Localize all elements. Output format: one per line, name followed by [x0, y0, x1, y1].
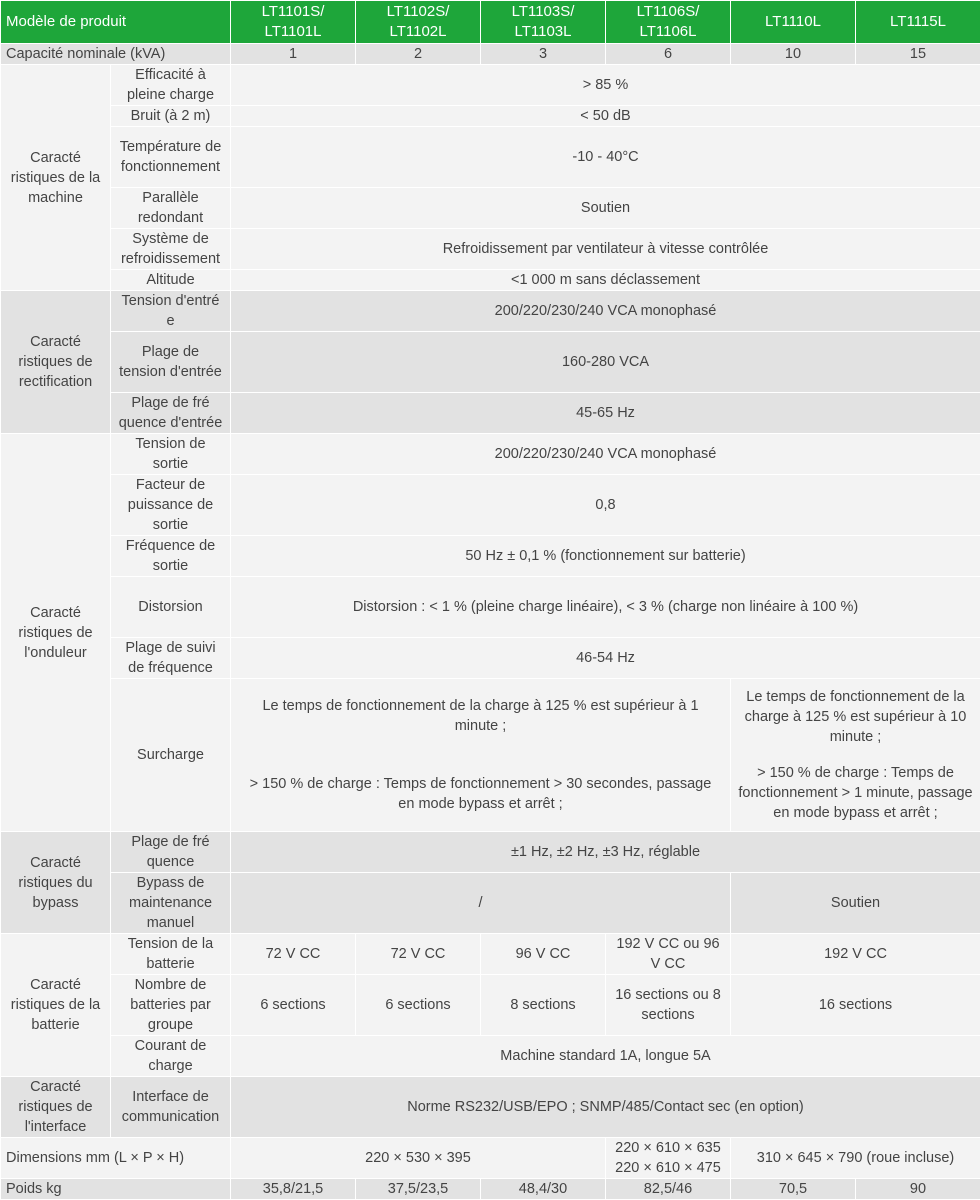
table-row	[1, 291, 980, 332]
spec-value: 6 sections	[231, 975, 356, 1036]
overload-text: Le temps de fonctionnement de la charge à 125 % est supérieur à 10 minute ;	[744, 689, 967, 745]
spec-value: 96 V CC	[481, 934, 606, 975]
spec-value: 6 sections	[356, 975, 481, 1036]
capacity-value: 6	[606, 44, 731, 65]
table-row	[1, 873, 980, 934]
spec-value: Distorsion : < 1 % (pleine charge linéaire), < 3 % (charge non linéaire à 100 %)	[231, 577, 980, 638]
spec-value: /	[231, 873, 731, 934]
spec-label: Système de refroidissement	[111, 229, 231, 270]
spec-value: <1 000 m sans déclassement	[231, 270, 980, 291]
spec-label: Tension de la batterie	[111, 934, 231, 975]
model-label: Modèle de produit	[1, 1, 231, 44]
spec-value: 72 V CC	[356, 934, 481, 975]
spec-label: Distorsion	[111, 577, 231, 638]
table-row	[1, 188, 980, 229]
overload-text: Le temps de fonctionnement de la charge à 125 % est supérieur à 1 minute ;	[262, 698, 699, 734]
table-row	[1, 229, 980, 270]
table-row	[1, 975, 980, 1036]
dimensions-row	[1, 1138, 980, 1179]
spec-value: Soutien	[231, 188, 980, 229]
table-row	[1, 1077, 980, 1138]
spec-value: 160-280 VCA	[231, 332, 980, 393]
spec-value: 192 V CC	[731, 934, 980, 975]
model-name: LT1106S/ LT1106L	[606, 1, 731, 44]
spec-value: 45-65 Hz	[231, 393, 980, 434]
spec-label: Parallèle redondant	[111, 188, 231, 229]
table-row	[1, 679, 980, 832]
spec-label: Surcharge	[111, 679, 231, 832]
overload-large-models	[731, 679, 980, 832]
spec-value: 200/220/230/240 VCA monophasé	[231, 291, 980, 332]
spec-value: < 50 dB	[231, 106, 980, 127]
spec-value: Machine standard 1A, longue 5A	[231, 1036, 980, 1077]
table-row	[1, 832, 980, 873]
spec-label: Facteur de puissance de sortie	[111, 475, 231, 536]
capacity-value: 1	[231, 44, 356, 65]
weight-value: 37,5/23,5	[356, 1179, 481, 1200]
spec-label: Altitude	[111, 270, 231, 291]
spec-label: Plage de fré quence	[111, 832, 231, 873]
overload-text: > 150 % de charge : Temps de fonctionnement > 30 secondes, passage en mode bypass et arrêt ;	[249, 776, 712, 812]
capacity-row	[1, 44, 980, 65]
spec-label: Plage de fré quence d'entrée	[111, 393, 231, 434]
spec-label: Nombre de batteries par groupe	[111, 975, 231, 1036]
table-row	[1, 106, 980, 127]
spec-value: ±1 Hz, ±2 Hz, ±3 Hz, réglable	[231, 832, 980, 873]
spec-value: 16 sections ou 8 sections	[606, 975, 731, 1036]
header-row	[1, 1, 980, 44]
spec-label: Bypass de maintenance manuel	[111, 873, 231, 934]
table-row	[1, 934, 980, 975]
overload-small-models	[231, 679, 731, 832]
model-name: LT1103S/ LT1103L	[481, 1, 606, 44]
table-row	[1, 393, 980, 434]
table-row	[1, 434, 980, 475]
spec-value: 16 sections	[731, 975, 980, 1036]
spec-value: 200/220/230/240 VCA monophasé	[231, 434, 980, 475]
section-label-machine: Caracté ristiques de la machine	[1, 65, 111, 291]
table-row	[1, 536, 980, 577]
section-label-battery: Caracté ristiques de la batterie	[1, 934, 111, 1077]
weight-row	[1, 1179, 980, 1200]
spec-value: 8 sections	[481, 975, 606, 1036]
weight-value: 35,8/21,5	[231, 1179, 356, 1200]
section-label-interface: Caracté ristiques de l'interface	[1, 1077, 111, 1138]
spec-value: 50 Hz ± 0,1 % (fonctionnement sur batterie)	[231, 536, 980, 577]
spec-label: Efficacité à pleine charge	[111, 65, 231, 106]
dimensions-value: 310 × 645 × 790 (roue incluse)	[731, 1138, 980, 1179]
capacity-label: Capacité nominale (kVA)	[1, 44, 231, 65]
spec-value: 192 V CC ou 96 V CC	[606, 934, 731, 975]
spec-label: Bruit (à 2 m)	[111, 106, 231, 127]
spec-value: -10 - 40°C	[231, 127, 980, 188]
weight-label: Poids kg	[1, 1179, 231, 1200]
weight-value: 48,4/30	[481, 1179, 606, 1200]
spec-label: Tension d'entré e	[111, 291, 231, 332]
spec-label: Plage de suivi de fréquence	[111, 638, 231, 679]
model-name: LT1110L	[731, 1, 856, 44]
overload-text: > 150 % de charge : Temps de fonctionnement > 1 minute, passage en mode bypass et arrêt ;	[738, 765, 973, 821]
spec-label: Courant de charge	[111, 1036, 231, 1077]
spec-value: > 85 %	[231, 65, 980, 106]
table-row	[1, 127, 980, 188]
section-label-rectification: Caracté ristiques de rectification	[1, 291, 111, 434]
table-row	[1, 577, 980, 638]
spec-label: Température de fonctionnement	[111, 127, 231, 188]
capacity-value: 10	[731, 44, 856, 65]
spec-value: Soutien	[731, 873, 980, 934]
spec-value: 0,8	[231, 475, 980, 536]
spec-value: Refroidissement par ventilateur à vitesse contrôlée	[231, 229, 980, 270]
weight-value: 90	[856, 1179, 980, 1200]
model-name: LT1102S/ LT1102L	[356, 1, 481, 44]
spec-label: Plage de tension d'entrée	[111, 332, 231, 393]
table-row	[1, 1036, 980, 1077]
table-row	[1, 475, 980, 536]
spec-value: 72 V CC	[231, 934, 356, 975]
weight-value: 82,5/46	[606, 1179, 731, 1200]
spec-label: Interface de communication	[111, 1077, 231, 1138]
capacity-value: 2	[356, 44, 481, 65]
spec-label: Tension de sortie	[111, 434, 231, 475]
spec-value: Norme RS232/USB/EPO ; SNMP/485/Contact sec (en option)	[231, 1077, 980, 1138]
model-name: LT1101S/ LT1101L	[231, 1, 356, 44]
section-label-inverter: Caracté ristiques de l'onduleur	[1, 434, 111, 832]
model-name: LT1115L	[856, 1, 980, 44]
weight-value: 70,5	[731, 1179, 856, 1200]
section-label-bypass: Caracté ristiques du bypass	[1, 832, 111, 934]
capacity-value: 3	[481, 44, 606, 65]
capacity-value: 15	[856, 44, 980, 65]
spec-label: Fréquence de sortie	[111, 536, 231, 577]
table-row	[1, 65, 980, 106]
dimensions-value: 220 × 530 × 395	[231, 1138, 606, 1179]
dimensions-label: Dimensions mm (L × P × H)	[1, 1138, 231, 1179]
table-row	[1, 270, 980, 291]
table-row	[1, 332, 980, 393]
spec-value: 46-54 Hz	[231, 638, 980, 679]
table-row	[1, 638, 980, 679]
dimensions-value: 220 × 610 × 635 220 × 610 × 475	[606, 1138, 731, 1179]
